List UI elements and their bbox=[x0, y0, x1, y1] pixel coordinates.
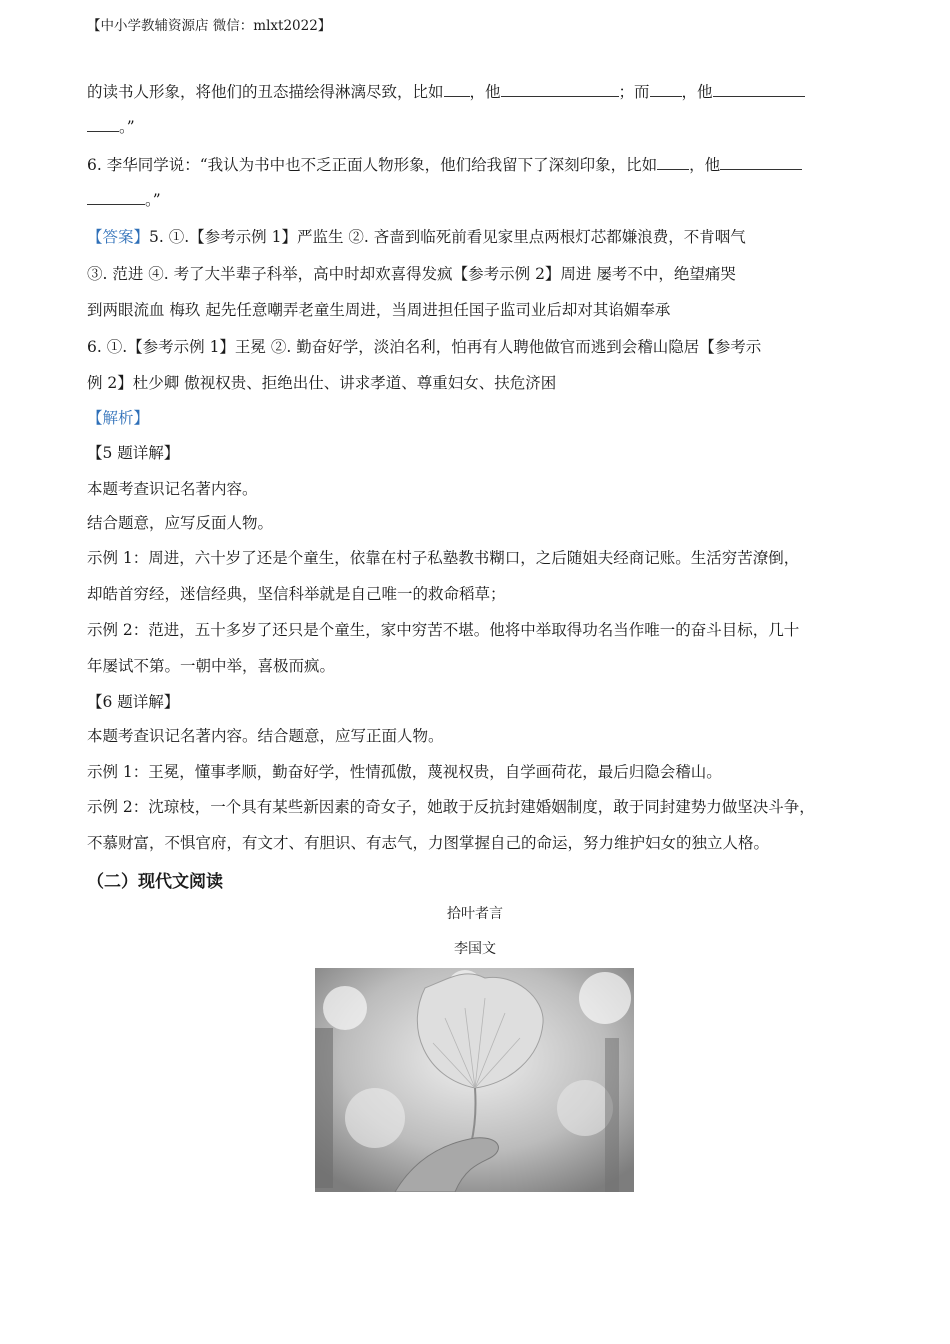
analysis-line: 结合题意，应写反面人物。 bbox=[87, 514, 274, 532]
q5-line-1: 的读书人形象，将他们的丑态描绘得淋漓尽致，比如 ，他 ；而 ，他 bbox=[87, 82, 805, 102]
page-header: 【中小学教辅资源店 微信：mlxt2022】 bbox=[87, 18, 332, 34]
answer-line-5: 例 2】杜少卿 傲视权贵、拒绝出仕、讲求孝道、尊重妇女、扶危济困 bbox=[87, 374, 557, 392]
answer-line-1: 【答案】5. ①.【参考示例 1】严监生 ②. 吝啬到临死前看见家里点两根灯芯都嫌浪费，不肯咽气 bbox=[87, 228, 746, 246]
analysis-line: 本题考查识记名著内容。 bbox=[87, 480, 258, 498]
analysis-line: 示例 1：王冕，懂事孝顺，勤奋好学，性情孤傲，蔑视权贵，自学画荷花，最后归隐会稽山。 bbox=[87, 763, 722, 781]
blank bbox=[87, 190, 145, 205]
answer-line-2: ③. 范进 ④. 考了大半辈子科举，高中时却欢喜得发疯【参考示例 2】周进 屡考不中，绝望痛哭 bbox=[87, 265, 736, 283]
answer-line-4: 6. ①.【参考示例 1】王冕 ②. 勤奋好学，淡泊名利，怕再有人聘他做官而逃到会稽山隐居【参考示 bbox=[87, 338, 762, 356]
article-title: 拾叶者言 bbox=[447, 906, 503, 922]
blank bbox=[650, 82, 682, 97]
blank bbox=[87, 117, 119, 132]
blank bbox=[657, 155, 689, 170]
analysis-line: 年屡试不第。一朝中举，喜极而疯。 bbox=[87, 657, 336, 675]
analysis-line: 示例 2：沈琼枝，一个具有某些新因素的奇女子，她敢于反抗封建婚姻制度，敢于同封建势力做坚决斗争， bbox=[87, 798, 815, 816]
blank bbox=[720, 155, 802, 170]
answer-line-3: 到两眼流血 梅玖 起先任意嘲弄老童生周进，当周进担任国子监司业后却对其谄媚奉承 bbox=[87, 301, 671, 319]
analysis-line: 本题考查识记名著内容。结合题意，应写正面人物。 bbox=[87, 727, 444, 745]
analysis-line: 【5 题详解】 bbox=[87, 444, 180, 462]
ginkgo-leaf-illustration bbox=[315, 968, 634, 1192]
ginkgo-leaf-photo bbox=[315, 968, 634, 1192]
analysis-line: 示例 1：周进，六十岁了还是个童生，依靠在村子私塾教书糊口，之后随姐夫经商记账。生活穷苦潦倒， bbox=[87, 549, 800, 567]
blank bbox=[501, 82, 619, 97]
q5-line-2: 。” bbox=[87, 117, 135, 137]
blank bbox=[713, 82, 805, 97]
section-title: （二）现代文阅读 bbox=[87, 872, 223, 892]
analysis-label: 【解析】 bbox=[87, 409, 150, 427]
article-author: 李国文 bbox=[454, 941, 496, 957]
q6-line-1: 6. 李华同学说：“我认为书中也不乏正面人物形象，他们给我留下了深刻印象，比如 ，他 bbox=[87, 155, 802, 175]
analysis-line: 示例 2：范进，五十多岁了还只是个童生，家中穷苦不堪。他将中举取得功名当作唯一的奋斗目标，几十 bbox=[87, 621, 800, 639]
blank bbox=[444, 82, 470, 97]
analysis-line: 【6 题详解】 bbox=[87, 693, 180, 711]
q6-line-2: 。” bbox=[87, 190, 161, 210]
analysis-line: 不慕财富，不惧官府，有文才、有胆识、有志气，力图掌握自己的命运，努力维护妇女的独立人格。 bbox=[87, 834, 770, 852]
answer-label: 【答案】 bbox=[87, 228, 150, 246]
analysis-line: 却皓首穷经，迷信经典，坚信科举就是自己唯一的救命稻草； bbox=[87, 585, 506, 603]
